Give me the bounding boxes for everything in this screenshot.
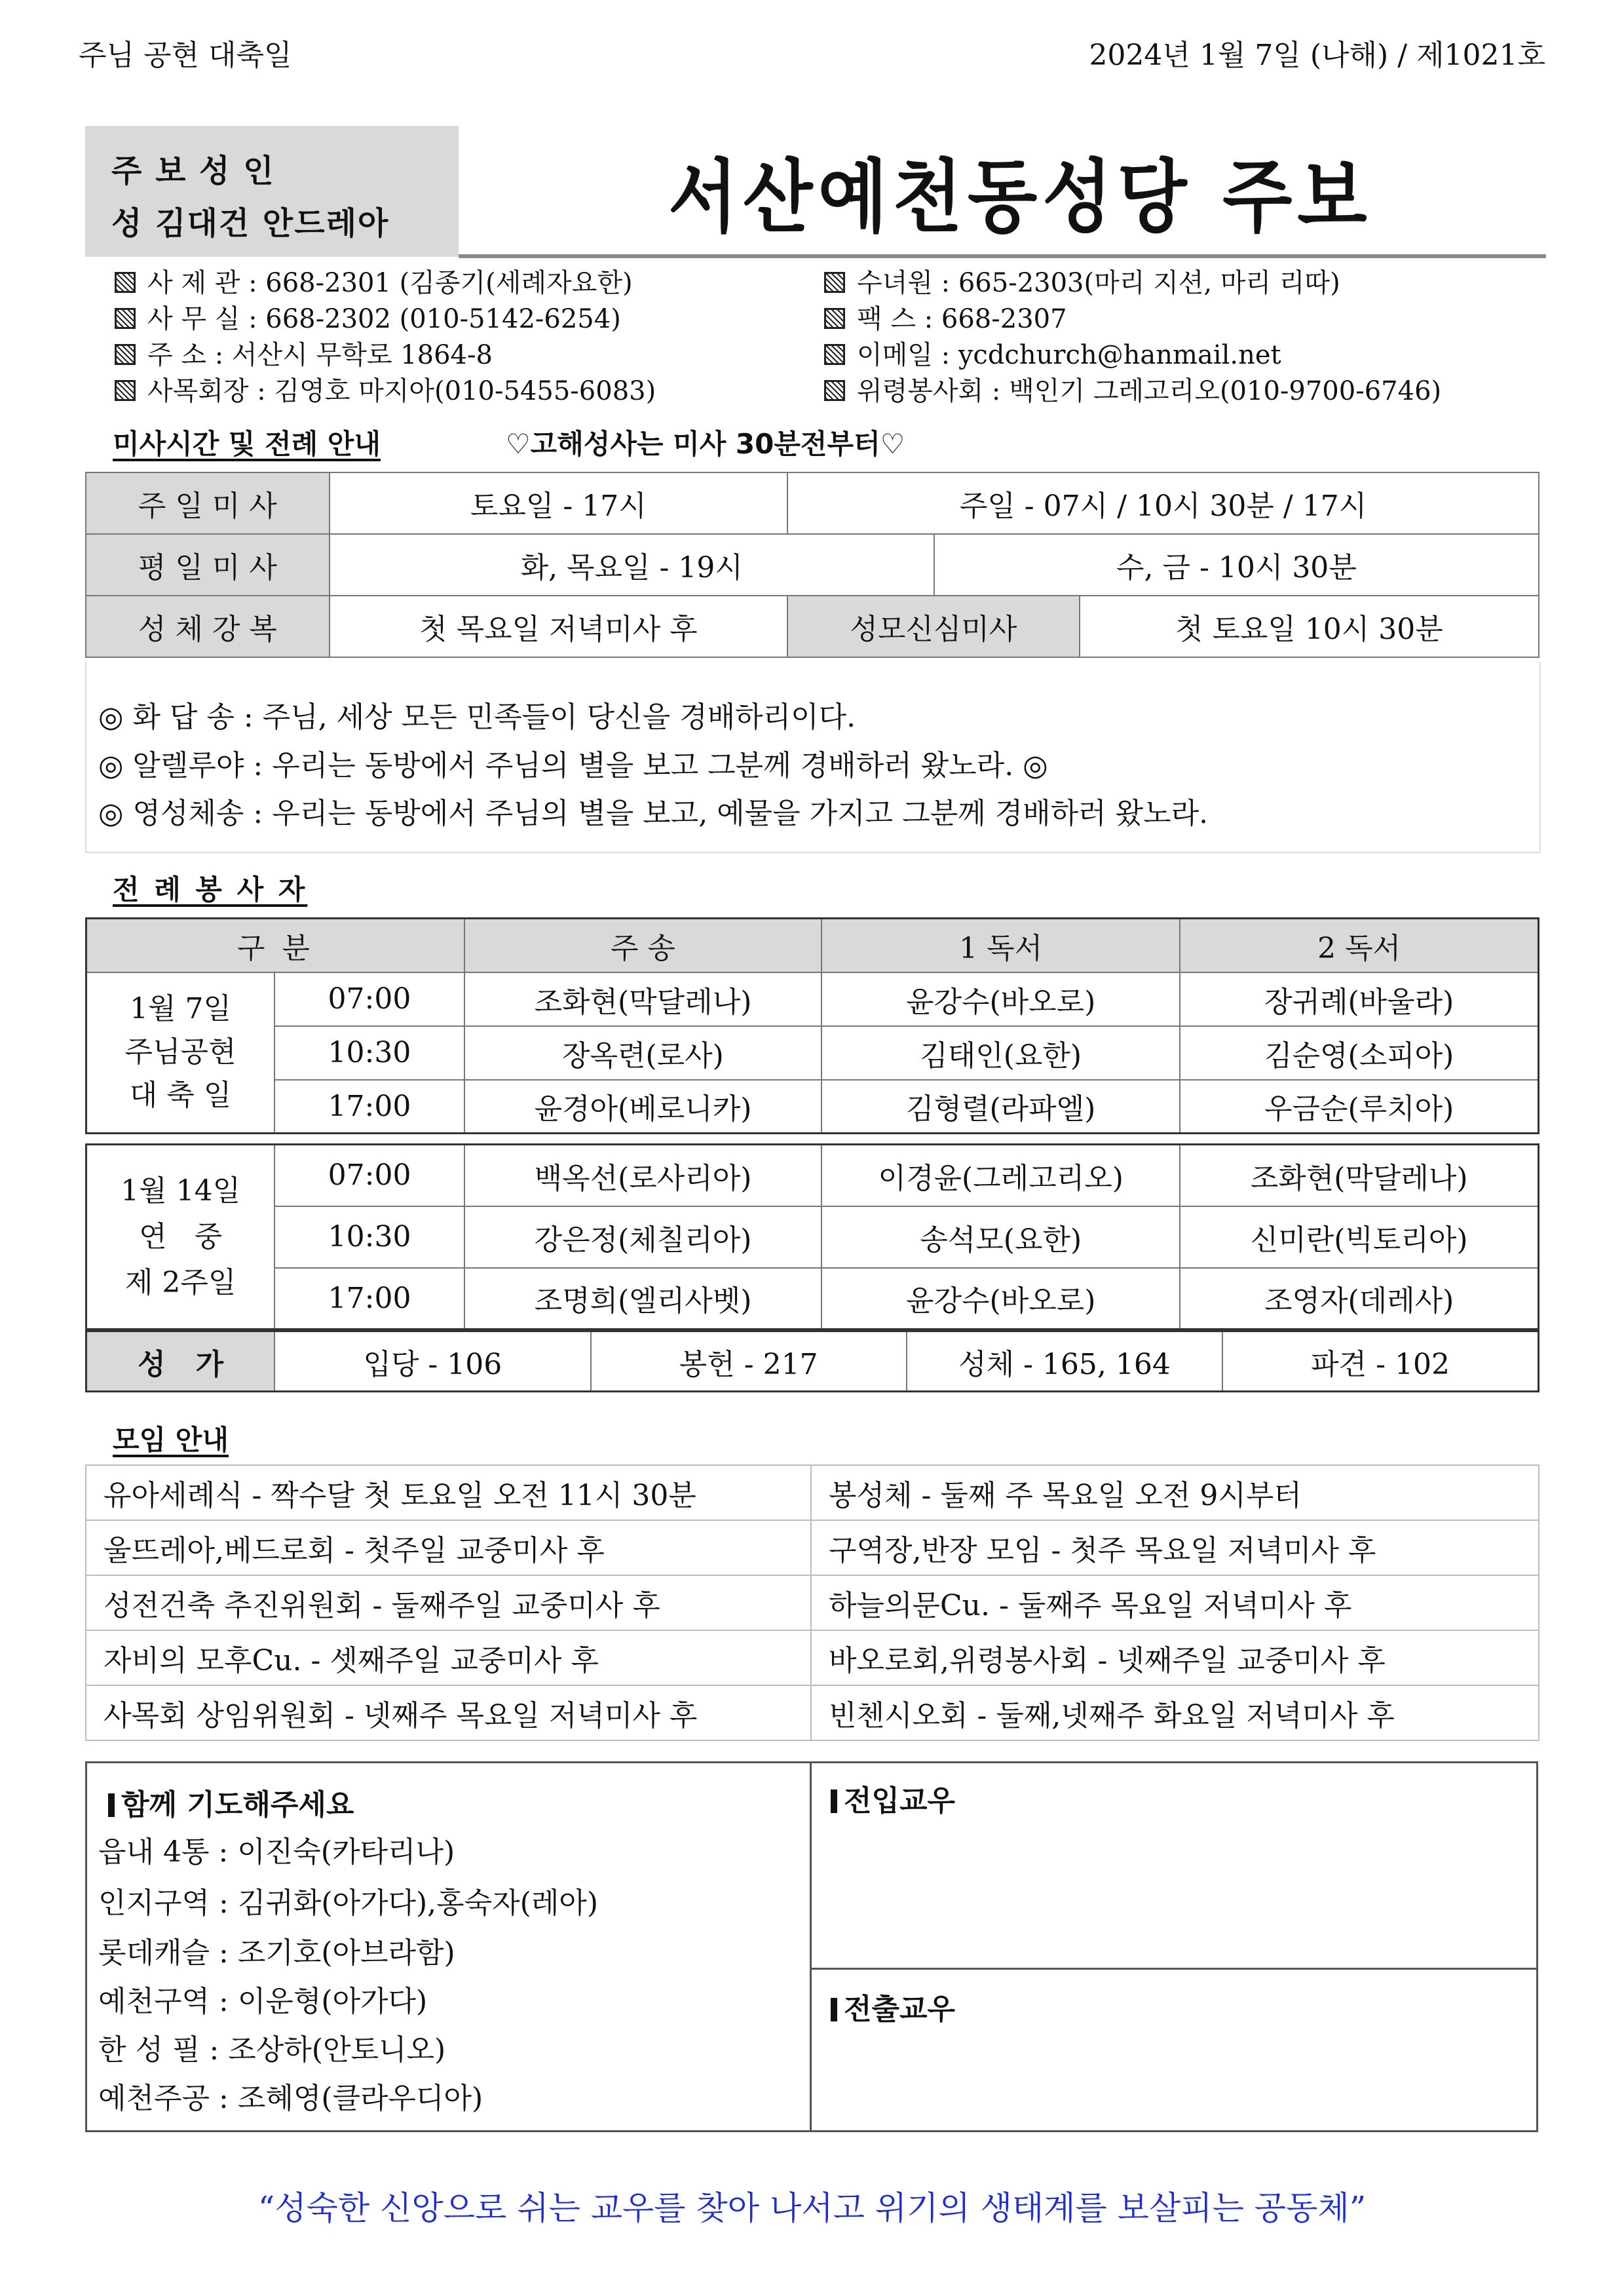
table-cell: 장옥련(로사) [464, 1026, 821, 1080]
issue-date: 2024년 1월 7일 (나해) / 제1021호 [1089, 39, 1545, 72]
checkbox-icon [115, 308, 136, 329]
hymn-communion: 성체 - 165, 164 [907, 1331, 1222, 1392]
table-cell: 김형렬(라파엘) [821, 1080, 1180, 1134]
table-cell: 송석모(요한) [821, 1206, 1180, 1268]
week2-sunday: 제 2주일 [124, 1265, 236, 1299]
meeting-item: 빈첸시오회 - 둘째,넷째주 화요일 저녁미사 후 [811, 1685, 1539, 1740]
week2-date: 1월 14일 [121, 1174, 241, 1208]
checkbox-icon [824, 344, 845, 365]
meeting-item: 유아세례식 - 짝수달 첫 토요일 오전 11시 30분 [86, 1465, 811, 1520]
table-cell: 강은정(체칠리아) [464, 1206, 821, 1268]
prayer-item: 롯데캐슬 : 조기호(아브라함) [98, 1936, 455, 1970]
prayer-item: 예천구역 : 이운형(아가다) [98, 1985, 428, 2018]
meetings-table [85, 1464, 1539, 1741]
prayer-divider [810, 1761, 812, 2132]
mass-table [85, 472, 1539, 658]
week1-label [86, 972, 275, 1134]
servers-table-week1 [85, 917, 1539, 1134]
transfer-in-title: 전입교우 [831, 1777, 955, 1819]
checkbox-icon [824, 308, 845, 329]
table-cell: 김순영(소피아) [1180, 1026, 1538, 1080]
psalm-alleluia: ◎ 알렐루야 : 우리는 동방에서 주님의 별을 보고 그분께 경배하러 왔노라. ◎ [98, 749, 1048, 782]
week1-feast: 주님공현 [124, 1035, 236, 1069]
transfer-divider [810, 1968, 1538, 1970]
header-cantor: 주 송 [464, 919, 821, 972]
hymn-offertory: 봉헌 - 217 [591, 1331, 907, 1392]
marian-mass-time: 첫 토요일 10시 30분 [1080, 596, 1539, 657]
servers-table-week2 [85, 1143, 1539, 1330]
contact-left-0: 사 제 관 : 668-2301 (김종기(세례자요한) [115, 262, 633, 299]
table-cell: 백옥선(로사리아) [464, 1145, 821, 1206]
table-cell: 조화현(막달레나) [1180, 1145, 1538, 1206]
meeting-item: 사목회 상임위원회 - 넷째주 목요일 저녁미사 후 [86, 1685, 811, 1740]
bar-icon [831, 1789, 837, 1813]
table-cell: 10:30 [274, 1206, 464, 1268]
parish-motto: “성숙한 신앙으로 쉬는 교우를 찾아 나서고 위기의 생태계를 보살피는 공동체” [257, 2189, 1367, 2227]
prayer-item: 읍내 4통 : 이진숙(카타리나) [98, 1835, 455, 1869]
week1-rank: 대 축 일 [129, 1079, 232, 1113]
contact-right-1: 팩 스 : 668-2307 [824, 298, 1067, 335]
adoration-label: 성 체 강 복 [86, 596, 330, 657]
table-cell: 신미란(빅토리아) [1180, 1206, 1538, 1268]
contact-left-1: 사 무 실 : 668-2302 (010-5142-6254) [115, 298, 621, 335]
header-reading2: 2 독서 [1180, 919, 1538, 972]
table-cell: 조화현(막달레나) [464, 972, 821, 1026]
hymn-entrance: 입당 - 106 [274, 1331, 590, 1392]
servers-section-title: 전 례 봉 사 자 [113, 873, 308, 906]
table-cell: 조명희(엘리사벳) [464, 1268, 821, 1330]
table-cell: 17:00 [274, 1268, 464, 1330]
prayer-item: 한 성 필 : 조상하(안토니오) [98, 2033, 446, 2067]
meeting-item: 봉성체 - 둘째 주 목요일 오전 9시부터 [811, 1465, 1539, 1520]
week2-label [86, 1145, 275, 1330]
hymns-table [85, 1330, 1539, 1392]
header-category: 구 분 [86, 919, 464, 972]
table-cell: 윤경아(베로니카) [464, 1080, 821, 1134]
title-divider [459, 254, 1546, 258]
bulletin-title: 서산예천동성당 주보 [668, 151, 1372, 244]
contact-right-0: 수녀원 : 665-2303(마리 지션, 마리 리따) [824, 262, 1340, 299]
bar-icon [831, 1998, 837, 2021]
meeting-item: 울뜨레아,베드로회 - 첫주일 교중미사 후 [86, 1520, 811, 1575]
table-cell: 윤강수(바오로) [821, 1268, 1180, 1330]
hymns-label: 성 가 [86, 1331, 275, 1392]
psalm-communion: ◎ 영성체송 : 우리는 동방에서 주님의 별을 보고, 예물을 가지고 그분께 경배하러 왔노라. [98, 797, 1209, 830]
table-cell: 07:00 [274, 1145, 464, 1206]
week1-date: 1월 7일 [130, 992, 232, 1026]
hymn-recessional: 파견 - 102 [1222, 1331, 1538, 1392]
weekday-mass-label: 평 일 미 사 [86, 534, 330, 596]
header-reading1: 1 독서 [821, 919, 1180, 972]
prayer-item: 예천주공 : 조혜영(클라우디아) [98, 2082, 483, 2115]
prayer-title: 함께 기도해주세요 [108, 1781, 354, 1823]
sunday-sat-time: 토요일 - 17시 [330, 472, 787, 534]
meeting-item: 자비의 모후Cu. - 셋째주일 교중미사 후 [86, 1630, 811, 1685]
table-cell: 김태인(요한) [821, 1026, 1180, 1080]
meeting-item: 구역장,반장 모임 - 첫주 목요일 저녁미사 후 [811, 1520, 1539, 1575]
week2-season: 연 중 [139, 1219, 223, 1253]
table-cell: 이경윤(그레고리오) [821, 1145, 1180, 1206]
confession-note: ♡고해성사는 미사 30분전부터♡ [506, 428, 905, 460]
feast-name: 주님 공현 대축일 [79, 39, 292, 72]
meetings-section-title: 모임 안내 [113, 1424, 229, 1456]
checkbox-icon [824, 272, 845, 293]
table-cell: 10:30 [274, 1026, 464, 1080]
marian-mass-label: 성모신심미사 [787, 596, 1080, 657]
patron-line1: 주 보 성 인 [111, 153, 275, 189]
weekday-time-1: 화, 목요일 - 19시 [330, 534, 934, 596]
bar-icon [108, 1793, 115, 1817]
contact-right-3: 위령봉사회 : 백인기 그레고리오(010-9700-6746) [824, 370, 1441, 408]
checkbox-icon [824, 380, 845, 401]
contact-right-2: 이메일 : ycdchurch@hanmail.net [824, 334, 1281, 372]
table-cell: 07:00 [274, 972, 464, 1026]
sunday-sun-time: 주일 - 07시 / 10시 30분 / 17시 [787, 472, 1539, 534]
patron-box [85, 126, 459, 257]
checkbox-icon [115, 272, 136, 293]
checkbox-icon [115, 344, 136, 365]
adoration-time: 첫 목요일 저녁미사 후 [330, 596, 787, 657]
contact-left-3: 사목회장 : 김영호 마지아(010-5455-6083) [115, 370, 656, 408]
table-cell: 17:00 [274, 1080, 464, 1134]
prayer-item: 인지구역 : 김귀화(아가다),홍숙자(레아) [98, 1886, 599, 1920]
transfer-out-title: 전출교우 [831, 1985, 955, 2027]
patron-line2: 성 김대건 안드레아 [111, 205, 390, 242]
psalm-response: ◎ 화 답 송 : 주님, 세상 모든 민족들이 당신을 경배하리이다. [98, 700, 856, 734]
table-cell: 조영자(데레사) [1180, 1268, 1538, 1330]
meeting-item: 성전건축 추진위원회 - 둘째주일 교중미사 후 [86, 1575, 811, 1630]
sunday-mass-label: 주 일 미 사 [86, 472, 330, 534]
table-cell: 윤강수(바오로) [821, 972, 1180, 1026]
mass-section-title: 미사시간 및 전례 안내 [113, 428, 381, 460]
weekday-time-2: 수, 금 - 10시 30분 [934, 534, 1539, 596]
table-cell: 우금순(루치아) [1180, 1080, 1538, 1134]
meeting-item: 바오로회,위령봉사회 - 넷째주일 교중미사 후 [811, 1630, 1539, 1685]
table-cell: 장귀례(바울라) [1180, 972, 1538, 1026]
contact-left-2: 주 소 : 서산시 무학로 1864-8 [115, 334, 493, 372]
meeting-item: 하늘의문Cu. - 둘째주 목요일 저녁미사 후 [811, 1575, 1539, 1630]
checkbox-icon [115, 380, 136, 401]
